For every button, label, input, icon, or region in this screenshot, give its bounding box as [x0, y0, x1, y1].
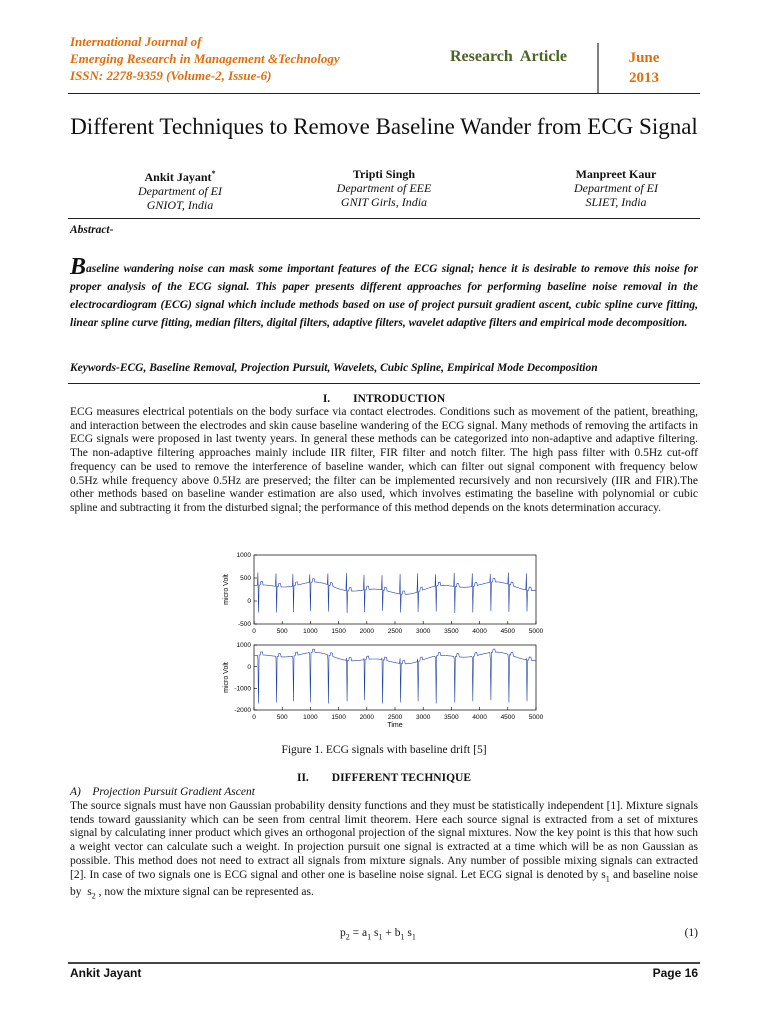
author-3-inst: SLIET, India [585, 195, 647, 209]
author-2-name: Tripti Singh [352, 167, 416, 181]
header-separator [597, 43, 599, 93]
x-tick-label: 4000 [472, 714, 487, 721]
plot-frame [254, 645, 536, 710]
y-tick-label: 0 [247, 598, 251, 606]
subsection-a-heading: A) Projection Pursuit Gradient Ascent [70, 786, 255, 798]
x-tick-label: 3500 [444, 628, 459, 635]
header-rule [68, 93, 700, 94]
abstract-heading: Abstract- [70, 224, 114, 236]
x-tick-label: 4500 [500, 628, 516, 635]
y-tick-label: 500 [240, 575, 251, 583]
x-tick-label: 1500 [331, 628, 346, 635]
x-tick-label: 2000 [359, 714, 375, 721]
author-2-dept: Department of EEE [336, 181, 432, 195]
section-1-text: ECG measures electrical potentials on the body surface via contact electrodes. Conditions such as movement of the patient, breathing, and interaction between the electrodes and skin cause baseline wandering of the ECG signal. Many methods of removing the artifacts in ECG signals were proposed in last twenty years. In general these methods can be categorized into non-adaptive and adaptive filtering. The non-adaptive filtering approaches mainly include IIR filter, FIR filter and notch filter. The high pass filter with 0.5Hz cut-off frequency can be used to remove the interference of baseline wander, which can filter out signal component with frequency below 0.5Hz while frequency above 0.5Hz are preserved; the filter can be implemented recursively and non recursively (IIR and FIR).The other methods based on baseline wander estimation are also used, which involves estimating the baseline with polynomial or cubic spline and subtracting it from the disturbed signal; the performance of this method depends on the knots determination accuracy. [70, 406, 698, 514]
issue-month: June [628, 50, 660, 66]
x-tick-label: 4000 [472, 628, 487, 635]
y-tick-label: 1000 [236, 642, 251, 650]
ecg-plot-bottom [223, 642, 544, 729]
x-tick-label: 4500 [500, 714, 516, 721]
author-3 [516, 167, 716, 209]
author-1-name: Ankit Jayant* [144, 169, 216, 184]
footer-author: Ankit Jayant [70, 966, 142, 980]
author-2 [284, 167, 484, 209]
x-tick-label: 2500 [387, 714, 403, 721]
paper-title: Different Techniques to Remove Baseline Wander from ECG Signal [70, 114, 698, 139]
article-type: Research Article [450, 48, 567, 65]
ecg-figure [210, 548, 550, 734]
x-tick-label: 1500 [331, 714, 346, 721]
equation-formula: $p_2 = a_1$ $s_1 + b_1$ $s_1$ [340, 927, 416, 942]
author-rule [68, 218, 700, 219]
x-tick-label: 5000 [528, 628, 544, 635]
author-2-inst: GNIT Girls, India [340, 195, 428, 209]
journal-name-line1: International Journal of [70, 34, 202, 49]
section-2-heading: II. DIFFERENT TECHNIQUE [296, 772, 472, 784]
abstract-dropcap: B [70, 254, 87, 280]
journal-name-line2: Emerging Research in Management &Technology [70, 51, 340, 66]
keywords-rule [68, 383, 700, 384]
x-tick-label: 5000 [528, 714, 544, 721]
x-tick-label: 2000 [359, 628, 375, 635]
issue-year: 2013 [629, 70, 659, 86]
keywords: Keywords-ECG, Baseline Removal, Projection Pursuit, Wavelets, Cubic Spline, Empirical Mode Decomposition [70, 362, 598, 374]
abstract-body: aseline wandering noise can mask some important features of the ECG signal; hence it is desirable to remove this noise for proper analysis of the ECG signal. This paper presents different approaches for performing baseline noise removal in the electrocardiogram (ECG) signal which include methods based on use of project pursuit gradient ascent, cubic spline curve fitting, linear spline curve fitting, median filters, digital filters, adaptive filters, wavelet adaptive filters and empirical mode decomposition. [70, 263, 698, 329]
journal-header [70, 33, 340, 84]
y-tick-label: -2000 [234, 707, 251, 715]
y-axis-label: micro Volt [223, 662, 230, 693]
abstract-text [70, 254, 698, 332]
ecg-plot-top [223, 552, 544, 635]
author-3-dept: Department of EI [574, 181, 658, 195]
footer-page-number: Page 16 [652, 966, 698, 980]
author-3-name: Manpreet Kaur [575, 167, 657, 181]
x-tick-label: 3500 [444, 714, 459, 721]
figure-caption: Figure 1. ECG signals with baseline drift [5] [281, 744, 487, 756]
journal-issn: ISSN: 2278-9359 (Volume-2, Issue-6) [70, 68, 272, 83]
author-1-dept: Department of EI [138, 184, 222, 198]
x-tick-label: 2500 [387, 628, 403, 635]
y-tick-label: 0 [247, 663, 251, 671]
author-1 [80, 167, 280, 212]
x-tick-label: 1000 [303, 628, 318, 635]
x-tick-label: 1000 [303, 714, 318, 721]
plot-frame [254, 555, 536, 624]
x-tick-label: 3000 [415, 714, 431, 721]
section-1-heading: I. INTRODUCTION [322, 393, 446, 405]
x-tick-label: 0 [252, 628, 256, 635]
author-1-inst: GNIOT, India [146, 198, 214, 212]
y-tick-label: -500 [237, 621, 251, 629]
footer-rule [68, 962, 700, 964]
x-axis-label: Time [387, 722, 403, 729]
y-tick-label: 1000 [236, 552, 251, 560]
x-tick-label: 3000 [415, 628, 431, 635]
equation-number: (1) [684, 927, 698, 939]
issue-date [612, 48, 676, 88]
x-tick-label: 500 [276, 714, 288, 721]
section-2-text: The source signals must have non Gaussian probability density functions and they must be statistically independent [1]. Mixture signals tends toward gaussianity which can be seen from central limit theorem. Here each source signal is extracted from a set of mixtures signal by calculating inner product which gives an orthogonal projection of the signal mixtures. Now the key point is this that how such a weight vector can calculate such a weight. In projection pursuit one signal is extracted at a time which will be as non Gaussian as possible. This method does not need to extract all signals from mixture signals. Any number of possible mixing signals can extracted [2]. In case of two signals one is ECG signal and other one is baseline noise signal. Let ECG signal is denoted by $s_1$ and baseline noise by $s_2$ , now the mixture signal can be represented as. [70, 800, 701, 900]
x-tick-label: 0 [252, 714, 256, 721]
x-tick-label: 500 [276, 628, 288, 635]
y-tick-label: -1000 [234, 685, 251, 693]
y-axis-label: micro Volt [223, 574, 230, 605]
